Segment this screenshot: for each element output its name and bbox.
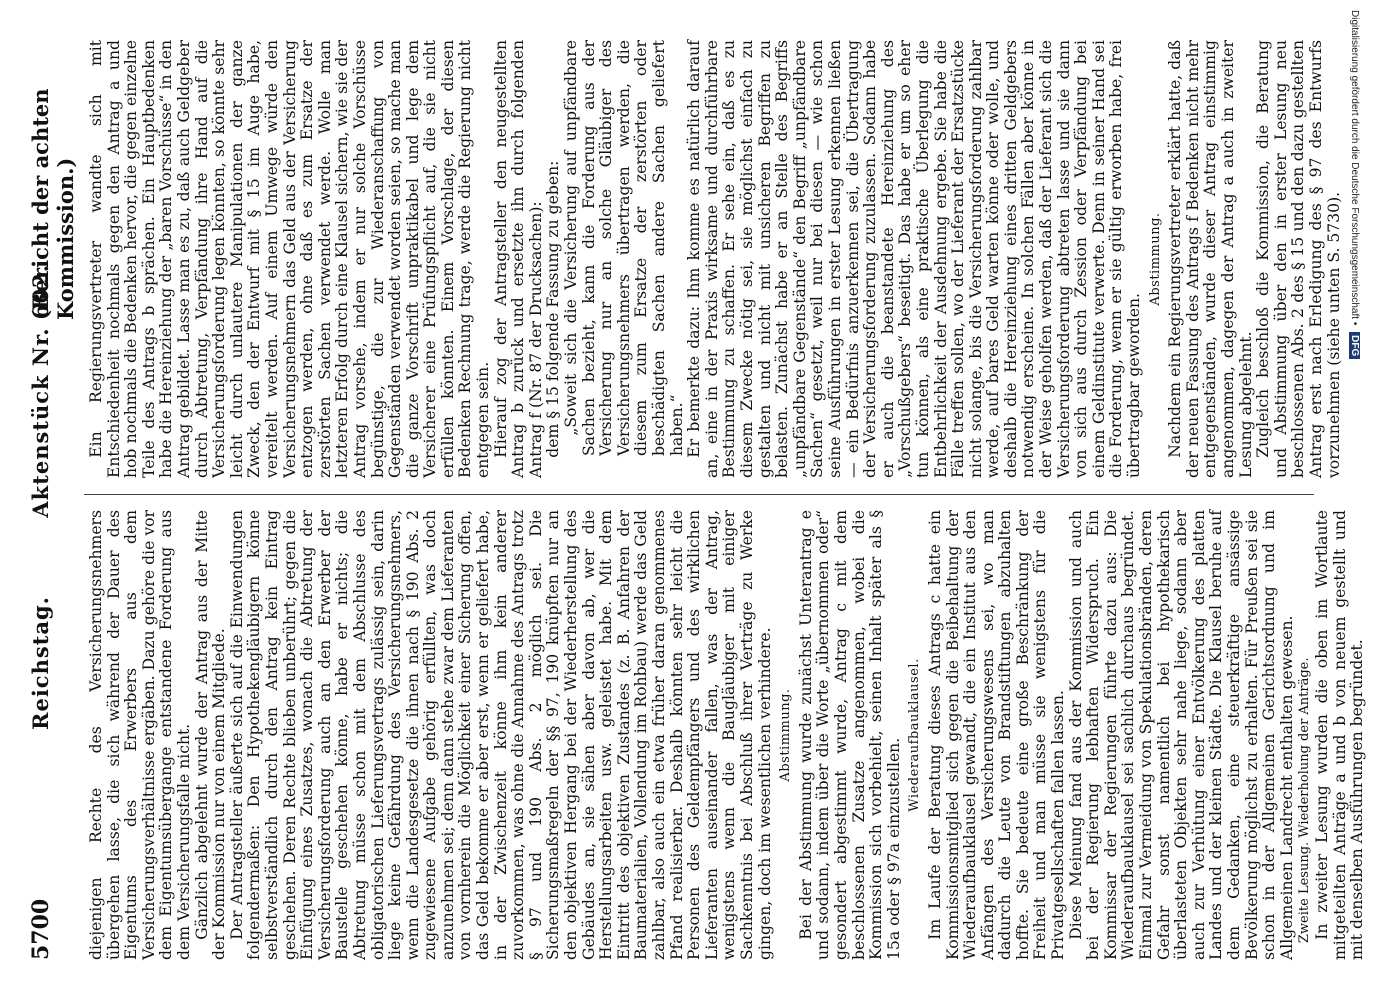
header-title-right: (Bericht der achten Kommission.) — [28, 88, 78, 320]
paragraph: Diese Meinung fand aus der Kommission und auch bei der Regierung lebhaften Widerspruch. Ein Kommissar der Regierungen führte dazu aus: Die Wiederaufbauklausel sei sachlich durchaus begründet. Einmal zur Vermeidung von Spekulationsbränden, deren Gefahr sonst namentlich bei hypothekarisch überlasteten Objekten sehr nahe liege, sodann aber auch zur Verhütung einer Entvölkerung des platten Landes und der kleinen Städte. Die Klausel beruhe auf dem Gedanken, eine steuerkräftige ansässige Bevölkerung möglichst zu erhalten. Für Preußen sei sie schon in der Allgemeinen Gerichtsordnung und im Allgemeinen Landrecht enthalten gewesen. — [1066, 510, 1296, 960]
paragraph: Ein Regierungsvertreter wandte sich mit Entschiedenheit nochmals gegen den Antrag a und hob nochmals die Bedenken hervor, die gegen einzelne Teile des Antrags b sprächen. Ein Hauptbedenken habe die Hereinziehung der „baren Vorschüsse“ in den Antrag gebildet. Lasse man es zu, daß auch Geldgeber durch Abtretung, Verpfändung ihre Hand auf die Versicherungsforderung legen könnten, so könnte sehr leicht durch unlautere Manipulationen der ganze Zweck, den der Entwurf mit § 15 im Auge habe, vereitelt werden. Auf einem Umwege würde den Versicherungsnehmern das Geld aus der Versicherung entzogen werden, ohne daß es zum Ersatze der zerstörten Sachen verwendet werde. Wolle man letzteren Erfolg durch eine Klausel sichern, wie sie der Antrag vorsehe, indem er nur solche Vorschüsse begünstige, die zur Wiederanschaffung von Gegenständen verwendet worden seien, so mache man die ganze Vorschrift unpraktikabel und lege dem Versicherer eine Prüfungspflicht auf, die sie nicht erfüllen könnten. Einem Vorschlage, der diesen Bedenken Rechnung trage, werde die Regierung nicht entgegen sein. — [87, 40, 493, 478]
document-number: Aktenstück Nr. 602. — [28, 263, 53, 518]
section-heading: Wiederaufbauklausel. — [907, 658, 923, 812]
paragraph: Zugleich beschloß die Kommission, die Beratung und Abstimmung über den in erster Lesung neu beschlossenen Abs. 2 des § 15 und den dazu gestellten Antrag erst nach Erledigung des § 97 des Entwurfs vorzunehmen (siehe unten S. 5730). — [1254, 40, 1343, 478]
paragraph: Hierauf zog der Antragsteller den neugestellten Antrag b zurück und ersetzte ihn durch folgenden Antrag f (Nr. 87 der Drucksachen): — [491, 40, 545, 478]
paragraph: Zweite Lesung. Wiederholung der Anträge. — [1297, 657, 1313, 944]
paragraph: Nachdem ein Regierungsvertreter erklärt hatte, daß der neuen Fassung des Antrags f Bedenken nicht mehr entgegenständen, wurde dieser Antrag einstimmig angenommen, dagegen der Antrag a auch in zweiter Lesung abgelehnt. — [1166, 40, 1255, 478]
digitization-credit — [1349, 10, 1360, 359]
section-heading: Abstimmung. — [778, 688, 794, 782]
paragraph: Der Antragsteller äußerte sich auf die Einwendungen folgendermaßen: Den Hypothekengläubigern könne selbstverständlich durch den Antrag kein Eintrag geschehen. Deren Rechte blieben unberührt; gegen die Einfügung eines Zusatzes, wonach die Abtretung der Versicherungsforderung auch an den Erwerber der Baustelle geschehen könne, habe er nichts; die Abtretung müsse schon mit dem Abschlusse des obligatorischen Lieferungsvertrags zulässig sein, darin liege keine Gefährdung des Versicherungsnehmers, wenn die Landesgesetze die ihnen nach § 190 Abs. 2 zugewiesene Aufgabe gehörig erfüllten, was doch anzunehmen sei; denn dann stehe zwar dem Lieferanten von vornherein die Möglichkeit einer Sicherung offen, das Geld bekomme er aber erst, wenn er geliefert habe, in der Zwischenzeit könne ihm kein anderer zuvorkommen, was ohne die Annahme des Antrags trotz § 97 und 190 Abs. 2 möglich sei. Die Sicherungsmaßregeln der §§ 97, 190 knüpften nur an den objektiven Hergang bei der Wiederherstellung des Gebäudes an, sie sähen aber davon ab, wer die Herstellungsarbeiten usw. geleistet habe. Mit dem Eintritt des objektiven Zustandes (z. B. Anfahren der Baumaterialien, Vollendung im Rohbau) werde das Geld zahlbar, also auch ein etwa früher daran genommenes Pfand realisierbar. Deshalb könnten sehr leicht die Personen des Geldempfängers und des wirklichen Lieferanten auseinander fallen, was der Antrag, wenigstens wenn die Baugläubiger mit einiger Sachkenntnis bei Abschluß ihrer Verträge zu Werke gingen, doch im wesentlichen verhindere. — [227, 510, 774, 960]
paragraph: Bei der Abstimmung wurde zunächst Unterantrag e und sodann, indem über die Worte „übernommen oder“ gesondert abgestimmt wurde, Antrag c mit dem beschlossenen Zusatze angenommen, wobei die Kommission sich vorbehielt, seinen Inhalt später als § 15a oder § 97a einzustellen. — [796, 510, 903, 960]
paragraph: Im Laufe der Beratung dieses Antrags c hatte ein Kommissionsmitglied sich gegen die Beibehaltung der Wiederaufbauklausel gewandt, die ein Institut aus den Anfängen des Versicherungswesens sei, wo man dadurch die Leute von Brandstiftungen abzuhalten hoffte. Sie bedeute eine große Beschränkung der Freiheit und man müsse sie wenigstens für die Privatgesellschaften fallen lassen. — [925, 510, 1068, 960]
paragraph: Gänzlich abgelehnt wurde der Antrag aus der Mitte der Kommission nur von einem Mitgliede. — [192, 510, 229, 960]
paragraph: diejenigen Rechte des Versicherungsnehmers übergehen lasse, die sich während der Dauer des Eigentums des Erwerbers aus dem Versicherungsverhältnisse ergäben. Dazu gehöre die vor dem Eigentumsübergange entstandene Forderung aus dem Versicherungsfalle nicht. — [87, 510, 193, 960]
reichstag-title: Reichstag. — [28, 596, 53, 730]
paragraph: dem § 15 folgende Fassung zu geben: — [544, 160, 563, 458]
paragraph: „Soweit sich die Versicherung auf unpfändbare Sachen bezieht, kann die Forderung aus der Versicherung nur an solche Gläubiger des Versicherungsnehmers übertragen werden, die diesem zum Ersatze der zerstörten oder beschädigten Sachen andere Sachen geliefert haben.“ — [562, 40, 686, 456]
dfg-logo: DFG — [1349, 332, 1360, 359]
paragraph: In zweiter Lesung wurden die oben im Wortlaute mitgeteilten Anträge a und b von neuem gestellt und mit denselben Ausführungen begründet. — [1312, 510, 1367, 960]
credit-text: Digitalisierung gefördert durch die Deutsche Forschungsgemeinschaft • — [1349, 10, 1360, 326]
page-header — [14, 50, 76, 960]
right-column — [88, 40, 1343, 478]
column-divider — [84, 494, 1314, 495]
page-number: 5700 — [28, 898, 54, 960]
section-heading: Abstimmung. — [1147, 212, 1163, 306]
header-title-left — [28, 264, 53, 730]
left-column — [88, 510, 1367, 960]
paragraph: Er bemerkte dazu: Ihm komme es natürlich darauf an, eine in der Praxis wirksame und durchführbare Bestimmung zu schaffen. Er sehe ein, daß es zu diesem Zwecke nötig sei, sie möglichst einfach zu gestalten und nicht mit unsicheren Begriffen zu belasten. Zunächst habe er an Stelle des Begriffs „unpfändbare Gegenstände“ den Begriff „unpfändbare Sachen“ gesetzt, weil nur bei diesen — wie schon seine Ausführungen in erster Lesung erkennen ließen — ein Bedürfnis anzuerkennen sei, die Übertragung der Versicherungsforderung zuzulassen. Sodann habe er auch die beanstandete Hereinziehung des „Vorschußgebers“ beseitigt. Das habe er um so eher tun können, als eine praktische Überlegung die Entbehrlichkeit der Ausdehnung ergebe. Sie habe die Fälle treffen sollen, wo der Lieferant der Ersatzstücke nicht solange, bis die Versicherungsforderung zahlbar werde, auf bares Geld warten könne oder wolle, und deshalb die Hereinziehung eines dritten Geldgebers notwendig erscheine. In solchen Fällen aber könne in der Weise geholfen werden, daß der Lieferant sich die Versicherungsforderung abtreten lasse und sie dann von sich aus durch Zession oder Verpfändung bei einem Geldinstitute verwerte. Denn in seiner Hand sei die Forderung, wenn er sie gültig erworben habe, frei übertragbar geworden. — [685, 40, 1144, 478]
